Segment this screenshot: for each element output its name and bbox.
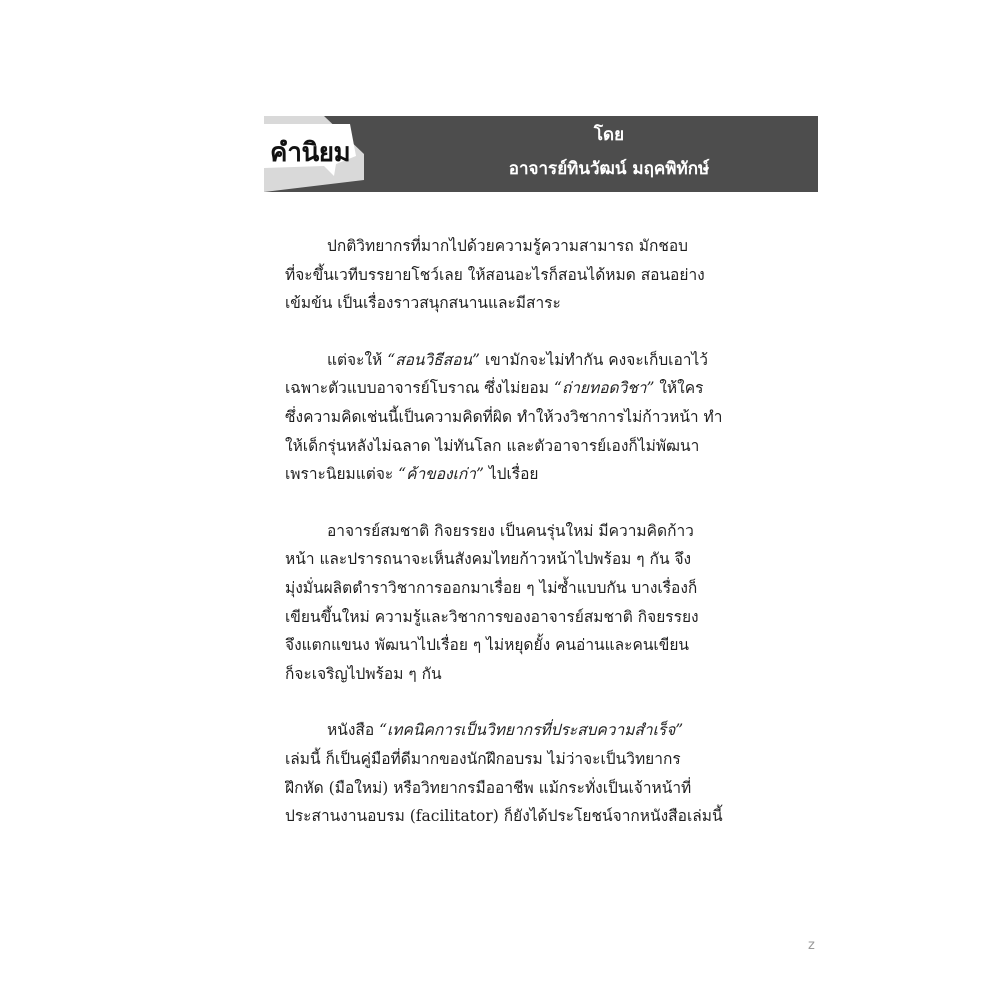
text-run: เฉพาะตัวแบบอาจารย์โบราณ ซึ่งไม่ยอม	[285, 379, 554, 398]
text-line: ฝึกหัด (มือใหม่) หรือวิทยากรมืออาชีพ แม้กระทั่งเป็นเจ้าหน้าที่	[285, 778, 692, 797]
quoted-term: “สอนวิธีสอน”	[387, 350, 480, 369]
body-text	[285, 232, 725, 859]
section-badge	[264, 116, 364, 192]
page-number: z	[808, 938, 815, 953]
text-line: ซึ่งความคิดเช่นนี้เป็นความคิดที่ผิด ทำให้วงวิชาการไม่ก้าวหน้า ทำ	[285, 407, 723, 426]
text-line: ประสานงานอบรม (facilitator) ก็ยังได้ประโยชน์จากหนังสือเล่มนี้	[285, 807, 723, 826]
text-run: ให้ใคร	[654, 379, 704, 398]
text-run: เขามักจะไม่ทำกัน คงจะเก็บเอาไว้	[479, 350, 708, 369]
text-line: เข้มข้น เป็นเรื่องราวสนุกสนานและมีสาระ	[285, 294, 561, 313]
paragraph-2	[285, 346, 725, 489]
text-run: ไปเรื่อย	[483, 465, 539, 484]
text-line: ปกติวิทยากรที่มากไปด้วยความรู้ความสามารถ มักชอบ	[327, 237, 689, 255]
author-name: อาจารย์ทินวัฒน์ มฤคพิทักษ์	[508, 159, 710, 179]
text-run: แต่จะให้	[327, 350, 388, 369]
text-line: อาจารย์สมชาติ กิจยรรยง เป็นคนรุ่นใหม่ มีความคิดก้าว	[327, 521, 694, 540]
text-line: เขียนขึ้นใหม่ ความรู้และวิชาการของอาจารย์สมชาติ กิจยรรยง	[285, 607, 699, 626]
book-title: “เทคนิคการเป็นวิทยากรที่ประสบความสำเร็จ”	[379, 721, 684, 740]
paragraph-4	[285, 716, 725, 830]
text-line	[285, 716, 725, 745]
text-line: ให้เด็กรุ่นหลังไม่ฉลาด ไม่ทันโลก และตัวอาจารย์เองก็ไม่พัฒนา	[285, 436, 700, 455]
text-line: หน้า และปรารถนาจะเห็นสังคมไทยก้าวหน้าไปพร้อม ๆ กัน จึง	[285, 550, 692, 569]
text-line: ที่จะขึ้นเวทีบรรยายโชว์เลย ให้สอนอะไรก็สอนได้หมด สอนอย่าง	[285, 265, 705, 284]
text-line: ก็จะเจริญไปพร้อม ๆ กัน	[285, 664, 442, 683]
text-line	[285, 346, 725, 375]
text-line	[285, 460, 725, 489]
quoted-term: “ถ่ายทอดวิชา”	[553, 379, 655, 398]
text-line: มุ่งมั่นผลิตตำราวิชาการออกมาเรื่อย ๆ ไม่ซ้ำแบบกัน บางเรื่องก็	[285, 578, 698, 597]
quoted-term: “ค้าของเก่า”	[398, 465, 484, 484]
paragraph-1	[285, 232, 725, 318]
text-line: จึงแตกแขนง พัฒนาไปเรื่อย ๆ ไม่หยุดยั้ง คนอ่านและคนเขียน	[285, 636, 689, 655]
paragraph-3	[285, 517, 725, 689]
by-label: โดย	[593, 125, 625, 145]
text-line	[285, 374, 725, 403]
byline	[400, 118, 818, 186]
section-label: คำนิยม	[270, 138, 351, 168]
text-line: เล่มนี้ ก็เป็นคู่มือที่ดีมากของนักฝึกอบรม ไม่ว่าจะเป็นวิทยากร	[285, 749, 681, 768]
text-run: เพราะนิยมแต่จะ	[285, 465, 399, 484]
text-run: หนังสือ	[327, 721, 380, 740]
